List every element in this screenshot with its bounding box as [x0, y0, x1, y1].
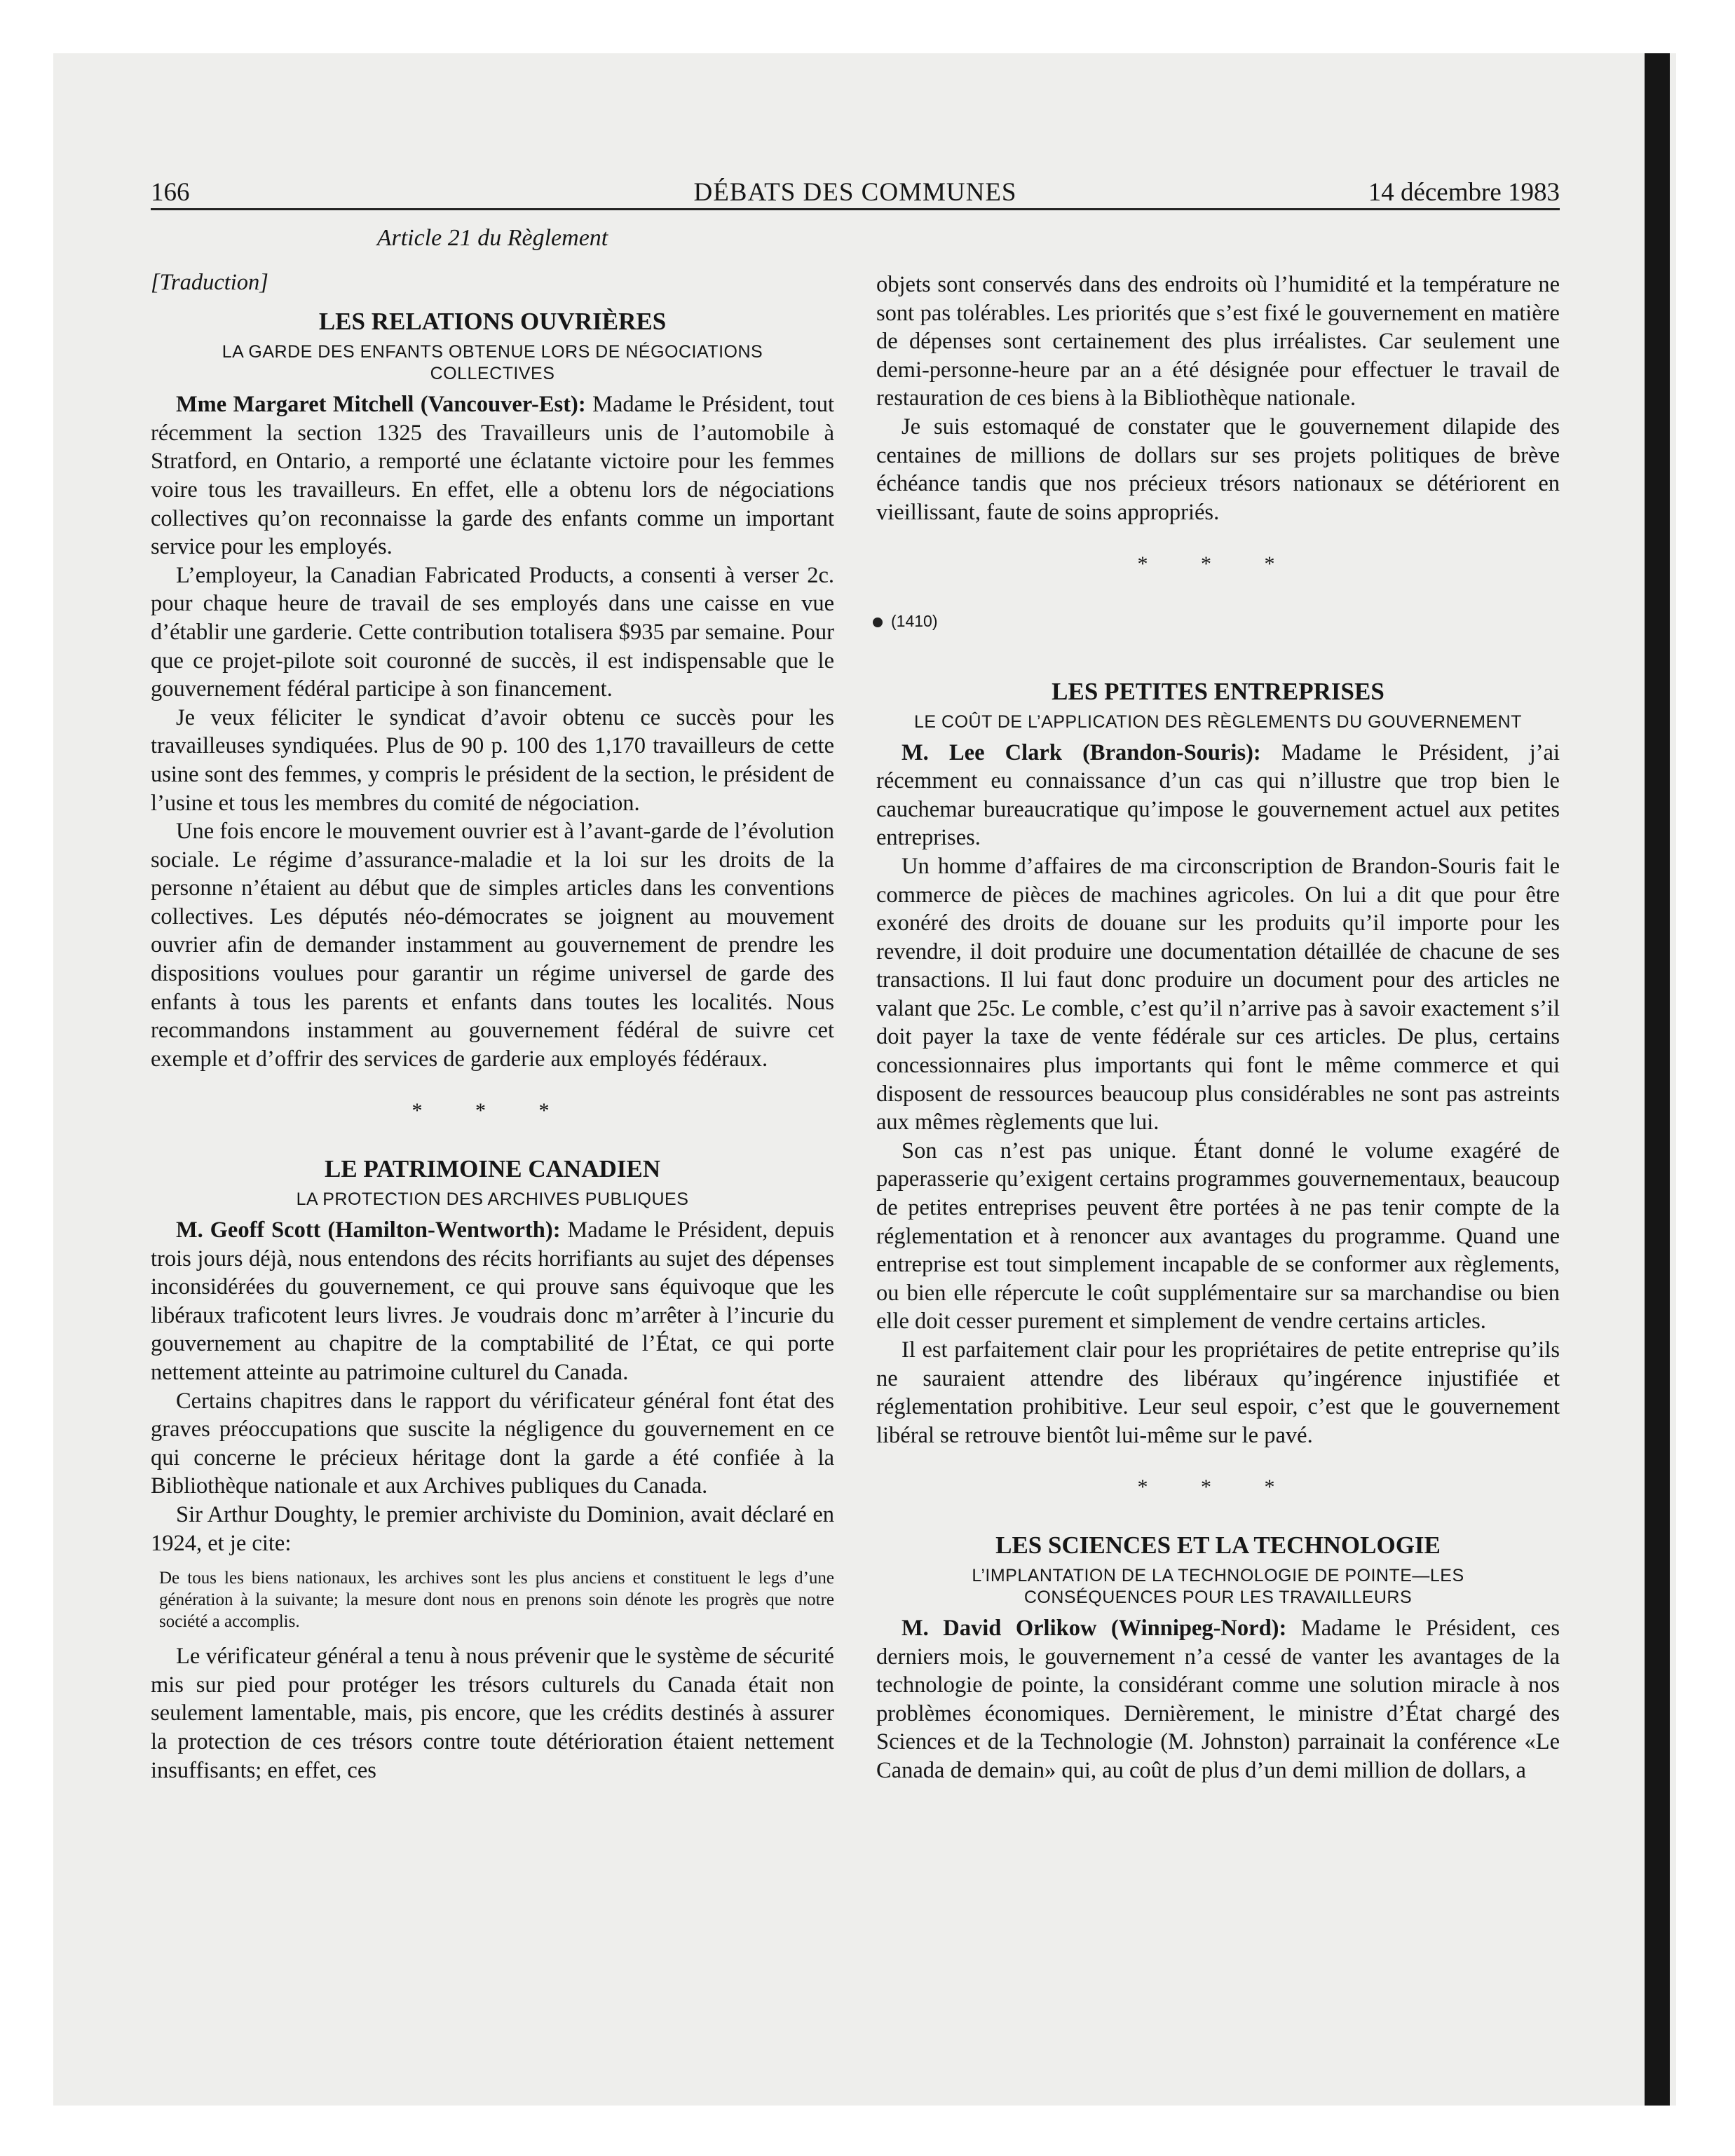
paragraph: objets sont conservés dans des endroits où l’humidité et la température ne sont pas tolérables. Les priorités que s’est fixé le gouvernement en matière de dépenses sont certainement des plus irréalistes. Car seulement une demi-personne-heure par an a été désignée pour effectuer le travail de restauration de ces biens à la Bibliothèque nationale.: [876, 272, 1560, 411]
translation-note: [Traduction]: [151, 269, 268, 295]
section-title-heritage: LE PATRIMOINE CANADIEN: [324, 1155, 660, 1183]
section-separator: * * *: [1137, 1475, 1299, 1499]
speaker-name: Mme Margaret Mitchell (Vancouver-Est):: [176, 392, 586, 418]
right-column: [876, 271, 1560, 1785]
paragraph: M. Lee Clark (Brandon-Souris): Madame le Président, j’ai récemment eu connaissance d’un cas qui n’illustre que trop bien le cauchemar bureaucratique qu’impose le gouvernement actuel aux petites entreprises.: [876, 739, 1560, 851]
paragraph: Mme Margaret Mitchell (Vancouver-Est): Madame le Président, tout récemment la section 1325 des Travailleurs unis de l’automobile à Stratford, en Ontario, a remporté une éclatante victoire pour les femmes voire tous les travailleurs. En effet, elle a obtenu lors de négociations collectives qu’on reconnaisse la garde des enfants comme un important service pour les employés.: [151, 392, 835, 560]
section-separator: * * *: [411, 1099, 573, 1123]
header-rule: [151, 208, 1560, 210]
standing-order-reference: Article 21 du Règlement: [376, 225, 608, 251]
paragraph: Je veux féliciter le syndicat d’avoir obtenu ce succès pour les travailleuses syndiquées. Plus de 90 p. 100 des 1,170 travailleurs de cette usine sont des femmes, y compris le président de la section, le président de l’usine et tous les membres du comité de négociation.: [151, 704, 834, 816]
section-title-labour: LES RELATIONS OUVRIÈRES: [318, 308, 667, 336]
paragraph: Il est parfaitement clair pour les propriétaires de petite entreprise qu’ils ne sauraient attendre des libéraux qu’ingérence injustifiée et réglementation prohibitive. Leur seul espoir, c’est que le gouvernement libéral se retrouve bientôt lui-même sur le pavé.: [876, 1337, 1560, 1448]
section-subtitle-heritage: LA PROTECTION DES ARCHIVES PUBLIQUES: [296, 1189, 689, 1210]
paragraph: Le vérificateur général a tenu à nous prévenir que le système de sécurité mis sur pied pour protéger les trésors culturels du Canada était non seulement lamentable, mais, pis encore, que les crédits destinés à assurer la protection de ces trésors contre toute détérioration étaient nettement insuffisants; en effet, ces: [151, 1644, 834, 1783]
speaker-name: M. David Orlikow (Winnipeg-Nord):: [901, 1615, 1287, 1641]
section-title-science: LES SCIENCES ET LA TECHNOLOGIE: [995, 1531, 1441, 1559]
section-subtitle-labour: LA GARDE DES ENFANTS OBTENUE LORS DE NÉGOCIATIONS COLLECTIVES: [222, 342, 763, 384]
section-subtitle-science: L’IMPLANTATION DE LA TECHNOLOGIE DE POINTE—LES CONSÉQUENCES POUR LES TRAVAILLEURS: [972, 1565, 1464, 1607]
section-title-small-business: LES PETITES ENTREPRISES: [1052, 677, 1384, 705]
left-column: [151, 224, 834, 1785]
block-quote: De tous les biens nationaux, les archives sont les plus anciens et constituent le legs d’une génération à la suivante; la mesure dont nous en prenons soin dénote les progrès que notre société a accomplis.: [159, 1569, 834, 1632]
page-header: [151, 175, 1560, 210]
paragraph: Je suis estomaqué de constater que le gouvernement dilapide des centaines de millions de dollars sur ses projets politiques de brève échéance tandis que nos précieux trésors nationaux se détériorent en vieillissant, faute de soins appropriés.: [876, 414, 1560, 525]
time-marker: (1410): [873, 607, 1560, 636]
section-subtitle-small-business: LE COÛT DE L’APPLICATION DES RÈGLEMENTS DU GOUVERNEMENT: [913, 711, 1522, 732]
publication-title: DÉBATS DES COMMUNES: [693, 178, 1017, 207]
scan-edge-bar: [1645, 53, 1670, 2106]
paragraph: Sir Arthur Doughty, le premier archiviste du Dominion, avait déclaré en 1924, et je cite:: [151, 1501, 834, 1556]
section-separator: * * *: [1137, 552, 1299, 576]
paragraph: Son cas n’est pas unique. Étant donné le volume exagéré de paperasserie qu’exigent certains programmes gouvernementaux, beaucoup de petites entreprises peuvent être portées à ne pas tenir compte de la réglementation et à renoncer aux avantages du programme. Quand une entreprise est tout simplement incapable de se conformer aux règlements, ou bien elle répercute le coût supplémentaire sur sa marchandise ou bien elle doit cesser purement et simplement de vendre certains articles.: [876, 1138, 1560, 1335]
paragraph: Certains chapitres dans le rapport du vérificateur général font état des graves préoccupations que suscite la négligence du gouvernement en ce qui concerne le précieux héritage dont la garde a été confiée à la Bibliothèque nationale et aux Archives publiques du Canada.: [151, 1388, 834, 1499]
paragraph: M. David Orlikow (Winnipeg-Nord): Madame le Président, ces derniers mois, le gouvernement n’a cessé de vanter les avantages de la technologie de pointe, la considérant comme une solution miracle à nos problèmes économiques. Dernièrement, le ministre d’État chargé des Sciences et de la Technologie (M. Johnston) parrainait la conférence «Le Canada de demain» qui, au coût de plus d’un demi million de dollars, a: [876, 1615, 1560, 1783]
speaker-name: M. Geoff Scott (Hamilton-Wentworth):: [176, 1217, 561, 1243]
paragraph: Une fois encore le mouvement ouvrier est à l’avant-garde de l’évolution sociale. Le régime d’assurance-maladie et la loi sur les droits de la personne n’étaient au début que de simples articles dans les conventions collectives. Les députés néo-démocrates se joignent au mouvement ouvrier afin de demander instamment au gouvernement de prendre les dispositions voulues pour garantir un régime universel de garde des enfants à tous les parents et enfants dans toutes les localités. Nous recommandons instamment au gouvernement fédéral de suivre cet exemple et d’offrir des services de garderie aux employés fédéraux.: [151, 819, 834, 1072]
paragraph: M. Geoff Scott (Hamilton-Wentworth): Madame le Président, depuis trois jours déjà, nous entendons des récits horrifiants au sujet des dépenses inconsidérées du gouvernement, ce qui prouve sans équivoque que les libéraux traficotent leurs livres. Je voudrais donc m’arrêter à l’incurie du gouvernement au chapitre de la comptabilité de l’État, ce qui porte nettement atteinte au patrimoine culturel du Canada.: [151, 1217, 835, 1385]
paragraph: Un homme d’affaires de ma circonscription de Brandon-Souris fait le commerce de pièces de machines agricoles. On lui a dit que pour être exonéré des droits de douane sur les produits qu’il importe pour les revendre, il doit produire une documentation détaillée de chacune de ses transactions. Il lui faut donc produire un document pour des articles ne valant que 25c. Le comble, c’est qu’il n’arrive pas à savoir exactement s’il doit payer la taxe de vente fédérale sur ces articles. De plus, certains concessionnaires plus importants qui font le même commerce et qui disposent de ressources beaucoup plus considérables ne sont pas astreints aux mêmes règlements que lui.: [876, 853, 1560, 1135]
bullet-icon: [873, 618, 883, 627]
publication-date: 14 décembre 1983: [1368, 178, 1560, 207]
page-number: 166: [151, 178, 190, 207]
speaker-name: M. Lee Clark (Brandon-Souris):: [901, 739, 1261, 765]
paragraph: L’employeur, la Canadian Fabricated Products, a consenti à verser 2c. pour chaque heure de travail de ses employés dans une caisse en vue d’établir une garderie. Cette contribution totalisera $935 par semaine. Pour que ce projet-pilote soit couronné de succès, il est indispensable que le gouvernement fédéral participe à son financement.: [151, 562, 834, 702]
